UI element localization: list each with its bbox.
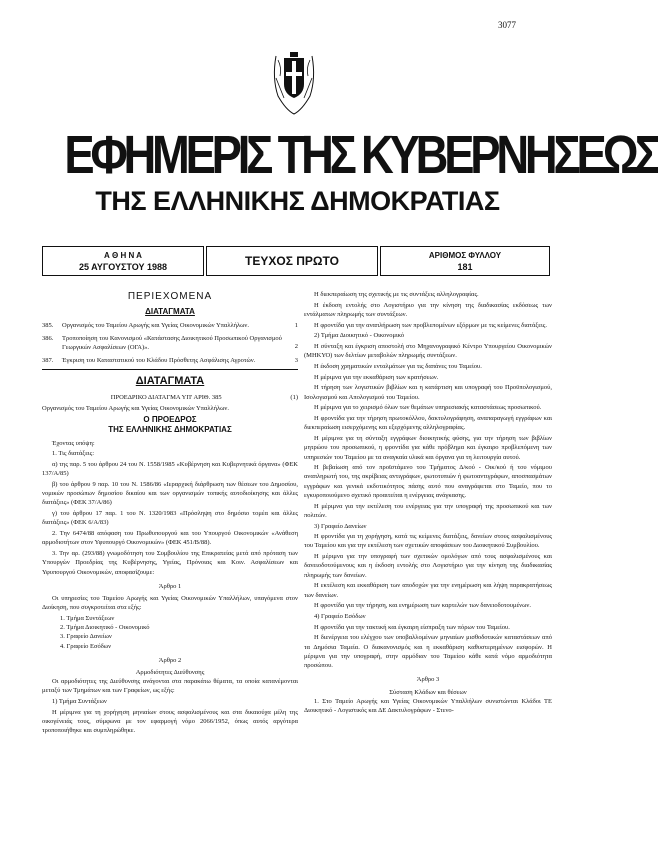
paragraph: Η μέριμνα για τη χορήγηση μηνιαίων στους ασφαλισμένους και στα δικαιούχα μέλη της οικογένειάς τους, σύμφωνα με τον εφαρμογή νόμο 2066/1952, όπως αυτός αργότερα τροποποιήθηκε και συμπληρώθηκε. (42, 708, 298, 735)
list-item: 4. Γραφείο Εσόδων (60, 642, 112, 650)
paragraph: Η φροντίδα για την αναπλήρωση των προβλεπομένων εξόρμων με τις κείμενες διατάξεις. (314, 321, 547, 329)
list-item: 2. Τμήμα Διοικητικό - Οικονομικό (60, 624, 150, 632)
sheet-number-box (380, 246, 550, 276)
toc-item (42, 321, 298, 332)
toc-item-text: Τροποποίηση του Κανονισμού «Κατάστασης Διοικητικού Προσωπικού Οργανισμού Γεωργικών Ασφαλίσεων (ΟΓΑ)». (62, 335, 282, 352)
paragraph: β) του άρθρου 9 παρ. 10 του Ν. 1586/86 «Ιεραρχική διάρθρωση των θέσεων του Δημοσίου, νομικών προσώπων δημοσίου δικαίου και των οργανισμών τοπικής αυτοδιοίκησης και άλλες διατάξεις» (ΦΕΚ 37/Α/86) (42, 481, 298, 507)
paragraph: Η μέριμνα για την εκτέλεση του ενέργειας για την υπογραφή της προσωπικού και των πολιτών. (304, 502, 552, 519)
decree-title-text: ΠΡΟΕΔΡΙΚΟ ΔΙΑΤΑΓΜΑ ΥΠ' ΑΡΙΘ. 385 (110, 394, 222, 402)
gazette-title: ΕΦΗΜΕΡΙΣ ΤΗΣ ΚΥΒΕΡΝΗΣΕΩΣ (64, 125, 658, 185)
subsection-heading: 1) Τμήμα Συντάξεων (52, 698, 107, 706)
paragraph: Η φροντίδα για την τήρηση, και ενημέρωση των καρτελών των δανειοδοτουμένων. (314, 602, 531, 610)
list-item: 1. Τμήμα Συντάξεων (60, 614, 115, 622)
paragraph: 3. Την αρ. (293/88) γνωμοδότηση του Συμβουλίου της Επικρατείας μετά από πρόταση των Υπουργών Προεδρίας της Κυβέρνησης, Υγείας, Πρόνοιας και Κοιν. Ασφαλίσεων και Υφυπουργού Οικονομικών, αποφασίζουμε: (42, 550, 298, 576)
toc-item-number: 385. (42, 321, 54, 329)
paragraph: Η μέριμνα για το χειρισμό όλων των θεμάτων υπηρεσιακής καταστάσεως προσωπικού. (314, 404, 542, 412)
paragraph: Οι αρμοδιότητες της Διεύθυνσης ανάγονται στα παρακάτω θέματα, τα οποία κατανέμονται μεταξύ των Τμημάτων και των Γραφείων, ως εξής: (42, 678, 298, 695)
paragraph: Η εκτέλεση και εκκαθάριση των αποδοχών για την ενημέρωση και λήψη παρακρατήσεως των δανείων. (304, 582, 552, 599)
president-heading (42, 415, 298, 434)
toc-item-text: Οργανισμός του Ταμείου Αρωγής και Υγείας Οικονομικών Υπαλλήλων. (62, 321, 249, 329)
toc-item-page: 3 (294, 356, 298, 364)
toc-item-page: 2 (294, 342, 298, 350)
paragraph: Η φροντίδα για τη χορήγηση, κατά τις κείμενες διατάξεις, δανείων στους ασφαλισμένους του Ταμείου και για την εκτέλεση των σχετικών αποφάσεων του Διοικητικού Συμβουλίου. (304, 533, 552, 550)
issue-date: 25 ΑΥΓΟΥΣΤΟΥ 1988 (78, 262, 168, 272)
toc-item-number: 386. (42, 335, 54, 343)
article-heading: Άρθρο 2 (158, 656, 182, 664)
article-title: Σύσταση Κλάδων και θέσεων (389, 688, 467, 696)
president-line: ΤΗΣ ΕΛΛΗΝΙΚΗΣ ΔΗΜΟΚΡΑΤΙΑΣ (108, 425, 232, 435)
paragraph: Η φροντίδα για την τήρηση πρωτοκόλλου, δακτυλογράφηση, αναπαραγωγή εγγράφων και διεκπεραίωση εισερχόμενης και εξερχόμενης αλληλογραφίας. (304, 415, 552, 432)
page-number: 3077 (498, 20, 516, 30)
paragraph: 1. Τις διατάξεις: (52, 450, 95, 458)
paragraph: 1. Στο Ταμείο Αρωγής και Υγείας Οικονομικών Υπαλλήλων συνιστώνται Κλάδοι ΤΕ Διοικητικό - Λογιστικός και ΔΕ Δακτυλογράφων - Στενο- (304, 697, 552, 714)
left-column (42, 290, 298, 737)
paragraph: α) της παρ. 5 του άρθρου 24 του Ν. 1558/1985 «Κυβέρνηση και Κυβερνητικά όργανα» (ΦΕΚ 137/Α/85) (42, 461, 298, 478)
subsection-heading: 4) Γραφείο Εσόδων (314, 613, 366, 620)
paragraph: Η φροντίδα για την τακτική και έγκαιρη είσπραξη των πόρων του Ταμείου. (314, 623, 510, 631)
subsection-heading: 3) Γραφείο Δανείων (314, 522, 367, 530)
paragraph: Οι υπηρεσίες του Ταμείου Αρωγής και Υγείας Οικονομικών Υπαλλήλων, υπαγόμενα στον Διοίκηση, που συγκροτείται στα εξής: (42, 594, 298, 612)
divider (42, 369, 298, 370)
toc-heading: ΠΕΡΙΕΧΟΜΕΝΑ (127, 291, 213, 302)
paragraph: Η έκδοση χρηματικών ενταλμάτων για τις δαπάνες του Ταμείου. (314, 363, 482, 371)
toc-item-text: Έγκριση του Καταστατικού του Κλάδου Πρόσθετης Ασφάλισης Αγροτών. (62, 356, 256, 364)
decree-ref: (1) (290, 394, 298, 402)
paragraph: Η μέριμνα για την εκκαθάριση των κρατήσεων. (314, 373, 439, 381)
paragraph: Η διενέργεια του ελέγχου των υποβαλλομένων μηνιαίων μισθοδοτικών καταστάσεων από τα Δημόσια Ταμεία. Ο διακανονισμός και η εκκαθάριση καθυστερημένων εισφορών. Η μέριμνα για την υπογραφή, στην αρμόδιαν του Ταμείου κάθε κατά νόμο αρμοδιότητα προσώπου. (304, 634, 552, 670)
paragraph: Η διεκπεραίωση της σχετικής με τις συντάξεις αλληλογραφίας. (314, 291, 479, 298)
paragraph: 2. Την 6474/88 απόφαση του Πρωθυπουργού και του Υπουργού Οικονομικών «Ανάθεση αρμοδιοτήτων στον Υφυπουργό Οικονομικών» (ΦΕΚ 451/Β/88). (42, 530, 298, 547)
article-heading: Άρθρο 3 (416, 676, 440, 684)
place: Α Θ Η Ν Α (104, 251, 142, 260)
paragraph: Η μέριμνα για την υπογραφή των σχετικών ομολόγων από τους ασφαλισμένους και δανειοδοτούμενους και η έκδοση εντολής στο Λογιστήριο για την κίνηση της διαδικασίας πληρωμής των δανείων. (304, 553, 552, 579)
list-item: 3. Γραφείο Δανείων (60, 633, 112, 641)
toc-subheading: ΔΙΑΤΑΓΜΑΤΑ (145, 307, 195, 317)
right-column (304, 290, 552, 717)
article-heading: Άρθρο 1 (158, 582, 182, 590)
section-heading: ΔΙΑΤΑΓΜΑΤΑ (135, 375, 205, 388)
greek-coat-of-arms-icon (268, 48, 320, 116)
toc-item-number: 387. (42, 356, 54, 364)
gazette-subtitle: ΤΗΣ ΕΛΛΗΝΙΚΗΣ ΔΗΜΟΚΡΑΤΙΑΣ (95, 186, 500, 216)
toc-item-page: 1 (294, 321, 298, 329)
place-date-box (42, 246, 204, 276)
decree-title (42, 393, 298, 402)
decree-subject: Οργανισμός του Ταμείου Αρωγής και Υγείας Οικονομικών Υπαλλήλων. (42, 405, 229, 413)
paragraph: Η βεβαίωση από τον προϊστάμενο του Τμήματος Δ/κού - Οικ/κού ή του νόμιμου αναπληρωτή του, της ακρίβειας αντιγράφων, φωτοτυπιών ή φωτοαντιγράφων, αποσπασμάτων εγγράφων και γενικά εκδοτικότητος πάσης αυτό που αναγράφεται στο Ταμείο, που το εγκυροποιούμενο σχετικό προαιτείται η ενέργειας ανάγκασης. (304, 464, 552, 499)
paragraph: Η τήρηση των λογιστικών βιβλίων και η κατάρτιση και υπογραφή του Προϋπολογισμού, Ισολογισμού και Απολογισμού του Ταμείου. (304, 384, 552, 401)
sheet-number: 181 (457, 262, 473, 272)
toc-item (42, 334, 298, 352)
toc-item (42, 356, 298, 367)
president-line: Ο ΠΡΟΕΔΡΟΣ (143, 415, 197, 425)
sheet-label: ΑΡΙΘΜΟΣ ΦΥΛΛΟΥ (428, 251, 502, 260)
paragraph: Η σύνταξη και έγκριση αποστολή στο Μηχανογραφικό Κέντρο Υπουργείου Οικονομικών (ΜΗΚΥΟ) των δελτίων μεταβολών πληρωμής συντάξεων. (304, 343, 552, 360)
subsection-heading: 2) Τμήμα Διοικητικό - Οικονομικό (314, 332, 405, 340)
paragraph: Έχοντας υπόψη: (52, 439, 95, 447)
article-title: Αρμοδιότητες Διεύθυνσης (135, 668, 205, 676)
paragraph: Η μέριμνα για τη σύνταξη εγγράφων διοικητικής φύσης, για την τήρηση των βιβλίων μητρώου του προσωπικού, η φροντίδα για κάθε πρόβλημα και έγκαιρο προβλεπόμενη των υπηρεσιών του Ταμείου με τα αναγκαία υλικά και όργανα για τη λειτουργία αυτού. (304, 435, 552, 461)
paragraph: γ) του άρθρου 17 παρ. 1 του Ν. 1320/1983 «Πρόσληψη στο δημόσιο τομέα και άλλες διατάξεις» (ΦΕΚ 6/Α/83) (42, 510, 298, 527)
paragraph: Η έκδοση εντολής στο Λογιστήριο για την κίνηση της διαδικασίας εκδόσεως των εντάλματων πληρωμής των συντάξεων. (304, 301, 552, 318)
issue-type: ΤΕΥΧΟΣ ΠΡΩΤΟ (206, 246, 378, 276)
